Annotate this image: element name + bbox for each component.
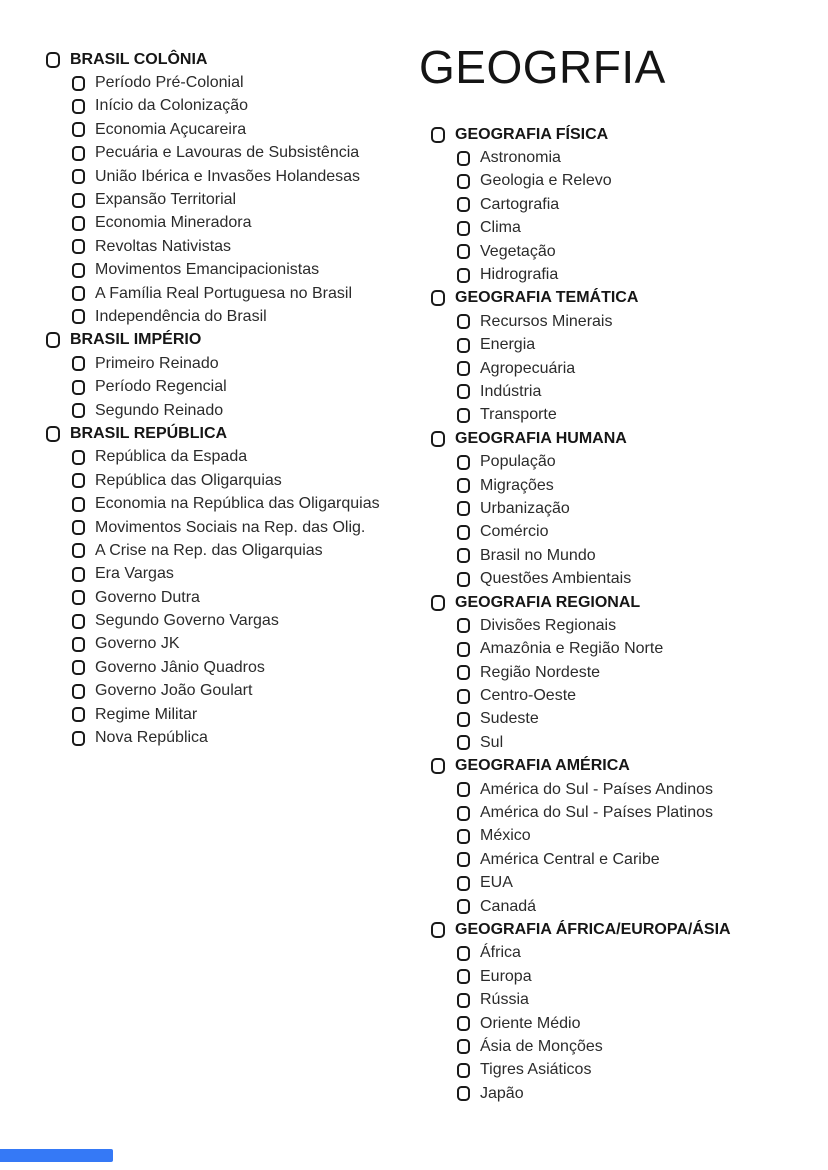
checklist-item-label: Independência do Brasil [95,307,267,325]
section-header-label: GEOGRAFIA AMÉRICA [455,757,630,775]
checklist-item-row [431,1059,823,1082]
item-checkbox-icon[interactable] [72,169,85,184]
item-checkbox-icon[interactable] [72,309,85,324]
item-checkbox-icon[interactable] [72,731,85,746]
checklist-item-label: Movimentos Sociais na Rep. das Olig. [95,518,366,536]
checklist-item-label: Geologia e Relevo [480,172,612,190]
checklist-item-row [46,375,424,398]
item-checkbox-icon[interactable] [457,314,470,329]
section-header-row [46,422,424,445]
checklist-item-label: Cartografia [480,195,560,213]
section-header-label: GEOGRAFIA FÍSICA [455,125,609,143]
checklist-item-row [431,404,823,427]
checklist-item-label: Regime Militar [95,705,198,723]
checklist-item-label: Pecuária e Lavouras de Subsistência [95,144,360,162]
checklist-item-row [431,380,823,403]
item-checkbox-icon[interactable] [72,76,85,91]
item-checkbox-icon[interactable] [457,642,470,657]
section-checkbox-icon[interactable] [431,127,445,143]
checklist-item-row [431,310,823,333]
checklist-item-label: América do Sul - Países Andinos [480,780,714,798]
item-checkbox-icon[interactable] [457,1063,470,1078]
checklist-item-label: Governo João Goulart [95,682,253,700]
checklist-item-label: Recursos Minerais [480,312,613,330]
item-checkbox-icon[interactable] [72,637,85,652]
checklist-item-label: Comércio [480,523,549,541]
section-header-row [46,48,424,71]
checklist-item-label: EUA [480,874,513,892]
checklist-item-row [431,872,823,895]
item-checkbox-icon[interactable] [72,614,85,629]
checklist-item-label: Vegetação [480,242,556,260]
item-checkbox-icon[interactable] [72,520,85,535]
checklist-item-row [431,263,823,286]
section-checkbox-icon[interactable] [431,922,445,938]
checklist-item-row [431,965,823,988]
checklist-item-label: Rússia [480,991,529,1009]
item-checkbox-icon[interactable] [457,1086,470,1101]
checklist-item-row [431,708,823,731]
geography-column [431,123,823,1105]
checklist-item-label: A Família Real Portuguesa no Brasil [95,284,353,302]
checklist-item-row [46,305,424,328]
item-checkbox-icon[interactable] [457,268,470,283]
section-checkbox-icon[interactable] [46,52,60,68]
section-checkbox-icon[interactable] [431,431,445,447]
checklist-item-row [431,334,823,357]
section-checkbox-icon[interactable] [431,290,445,306]
checklist-item-row [46,609,424,632]
item-checkbox-icon[interactable] [72,543,85,558]
item-checkbox-icon[interactable] [72,684,85,699]
checklist-item-row [431,801,823,824]
checklist-item-label: Indústria [480,382,542,400]
checklist-item-row [46,142,424,165]
item-checkbox-icon[interactable] [72,473,85,488]
checklist-item-label: Era Vargas [95,565,174,583]
item-checkbox-icon[interactable] [72,380,85,395]
item-checkbox-icon[interactable] [72,193,85,208]
section-header-row [431,591,823,614]
checklist-item-label: Japão [480,1084,524,1102]
item-checkbox-icon[interactable] [72,239,85,254]
section-checkbox-icon[interactable] [431,595,445,611]
item-checkbox-icon[interactable] [457,782,470,797]
checklist-item-row [431,731,823,754]
section-header-label: GEOGRAFIA TEMÁTICA [455,289,639,307]
item-checkbox-icon[interactable] [72,99,85,114]
checklist-item-row [431,357,823,380]
item-checkbox-icon[interactable] [457,197,470,212]
checklist-item-row [431,146,823,169]
item-checkbox-icon[interactable] [457,572,470,587]
checklist-item-row [46,703,424,726]
checklist-item-label: República das Oligarquias [95,471,282,489]
item-checkbox-icon[interactable] [457,806,470,821]
section-checkbox-icon[interactable] [46,426,60,442]
section-checkbox-icon[interactable] [46,332,60,348]
item-checkbox-icon[interactable] [457,969,470,984]
item-checkbox-icon[interactable] [457,244,470,259]
checklist-item-row [46,656,424,679]
section-header-row [431,287,823,310]
scroll-progress-bar [0,1149,113,1162]
checklist-item-row [46,563,424,586]
checklist-item-row [431,848,823,871]
checklist-item-label: Tigres Asiáticos [480,1061,592,1079]
checklist-item-label: Divisões Regionais [480,616,617,634]
item-checkbox-icon[interactable] [457,946,470,961]
checklist-item-row [431,1082,823,1105]
item-checkbox-icon[interactable] [72,122,85,137]
checklist-item-row [46,680,424,703]
checklist-item-row [46,95,424,118]
checklist-item-row [46,446,424,469]
item-checkbox-icon[interactable] [72,450,85,465]
checklist-item-row [431,988,823,1011]
checklist-item-row [46,399,424,422]
checklist-item-row [431,942,823,965]
item-checkbox-icon[interactable] [457,829,470,844]
checklist-item-label: Brasil no Mundo [480,546,596,564]
checklist-item-row [431,450,823,473]
item-checkbox-icon[interactable] [457,735,470,750]
checklist-item-row [431,895,823,918]
checklist-item-label: Sul [480,733,504,751]
checklist-item-row [431,217,823,240]
checklist-item-label: Ásia de Monções [480,1037,603,1055]
checklist-item-label: Economia na República das Oligarquias [95,495,380,513]
checklist-item-label: México [480,827,531,845]
checklist-item-label: Governo Jânio Quadros [95,658,265,676]
item-checkbox-icon[interactable] [457,455,470,470]
checklist-item-row [46,516,424,539]
item-checkbox-icon[interactable] [72,403,85,418]
section-checkbox-icon[interactable] [431,758,445,774]
checklist-item-label: Clima [480,219,521,237]
item-checkbox-icon[interactable] [457,712,470,727]
checklist-item-row [431,1012,823,1035]
checklist-item-label: Europa [480,967,532,985]
checklist-item-row [46,235,424,258]
checklist-item-label: União Ibérica e Invasões Holandesas [95,167,361,185]
checklist-item-label: Sudeste [480,710,539,728]
item-checkbox-icon[interactable] [72,286,85,301]
checklist-item-label: Migrações [480,476,554,494]
checklist-item-label: África [480,944,521,962]
item-checkbox-icon[interactable] [457,665,470,680]
checklist-item-row [46,188,424,211]
checklist-item-label: Astronomia [480,149,561,167]
item-checkbox-icon[interactable] [72,146,85,161]
checklist-item-label: Nova República [95,729,208,747]
section-header-row [46,329,424,352]
checklist-item-row [431,193,823,216]
checklist-item-label: Energia [480,336,536,354]
item-checkbox-icon[interactable] [457,338,470,353]
section-header-label: GEOGRAFIA ÁFRICA/EUROPA/ÁSIA [455,920,731,938]
checklist-item-row [431,474,823,497]
checklist-item-row [431,497,823,520]
checklist-item-row [46,352,424,375]
checklist-item-row [46,259,424,282]
section-header-label: BRASIL REPÚBLICA [70,424,228,442]
checklist-item-row [46,71,424,94]
checklist-item-row [431,567,823,590]
checklist-item-label: Urbanização [480,499,570,517]
page-title: GEOGRFIA [419,41,666,93]
checklist-item-row [431,1035,823,1058]
checklist-item-label: Início da Colonização [95,97,248,115]
item-checkbox-icon[interactable] [457,689,470,704]
checklist-item-row [46,118,424,141]
item-checkbox-icon[interactable] [457,478,470,493]
checklist-item-label: Transporte [480,406,557,424]
checklist-item-row [431,521,823,544]
item-checkbox-icon[interactable] [457,852,470,867]
item-checkbox-icon[interactable] [457,174,470,189]
checklist-item-label: Expansão Territorial [95,191,237,209]
checklist-item-row [431,240,823,263]
checklist-item-label: Governo JK [95,635,180,653]
checklist-item-row [46,586,424,609]
item-checkbox-icon[interactable] [457,993,470,1008]
item-checkbox-icon[interactable] [457,408,470,423]
checklist-item-label: Governo Dutra [95,588,200,606]
checklist-item-label: Oriente Médio [480,1014,581,1032]
checklist-item-label: Canadá [480,897,537,915]
checklist-item-row [46,539,424,562]
item-checkbox-icon[interactable] [457,548,470,563]
checklist-item-row [46,469,424,492]
checklist-item-label: Economia Mineradora [95,214,252,232]
item-checkbox-icon[interactable] [457,384,470,399]
item-checkbox-icon[interactable] [72,567,85,582]
item-checkbox-icon[interactable] [72,356,85,371]
checklist-item-label: República da Espada [95,448,248,466]
item-checkbox-icon[interactable] [72,216,85,231]
item-checkbox-icon[interactable] [457,899,470,914]
checklist-item-row [46,726,424,749]
checklist-item-row [431,170,823,193]
checklist-item-label: Agropecuária [480,359,576,377]
item-checkbox-icon[interactable] [457,876,470,891]
checklist-item-row [46,633,424,656]
section-header-label: GEOGRAFIA HUMANA [455,429,627,447]
checklist-item-label: Revoltas Nativistas [95,237,232,255]
checklist-item-label: Centro-Oeste [480,687,577,705]
section-header-label: BRASIL IMPÉRIO [70,331,202,349]
checklist-item-row [431,778,823,801]
checklist-item-label: América do Sul - Países Platinos [480,804,713,822]
history-column [46,48,424,750]
checklist-item-label: Segundo Governo Vargas [95,612,279,630]
item-checkbox-icon[interactable] [72,590,85,605]
item-checkbox-icon[interactable] [72,660,85,675]
section-header-row [431,918,823,941]
checklist-item-row [431,661,823,684]
item-checkbox-icon[interactable] [457,221,470,236]
item-checkbox-icon[interactable] [72,263,85,278]
item-checkbox-icon[interactable] [457,151,470,166]
item-checkbox-icon[interactable] [72,497,85,512]
checklist-item-label: Período Pré-Colonial [95,74,244,92]
checklist-item-label: Primeiro Reinado [95,354,219,372]
checklist-item-row [46,492,424,515]
checklist-item-label: Movimentos Emancipacionistas [95,261,320,279]
checklist-item-label: População [480,453,556,471]
checklist-item-label: Segundo Reinado [95,401,224,419]
checklist-item-label: A Crise na Rep. das Oligarquias [95,541,323,559]
checklist-item-row [431,614,823,637]
item-checkbox-icon[interactable] [457,618,470,633]
item-checkbox-icon[interactable] [72,707,85,722]
checklist-item-label: Questões Ambientais [480,570,632,588]
checklist-item-row [431,825,823,848]
section-header-row [431,755,823,778]
checklist-item-row [431,684,823,707]
checklist-item-label: Economia Açucareira [95,120,247,138]
section-header-label: GEOGRAFIA REGIONAL [455,593,641,611]
item-checkbox-icon[interactable] [457,525,470,540]
checklist-item-row [431,638,823,661]
item-checkbox-icon[interactable] [457,361,470,376]
checklist-item-row [46,212,424,235]
item-checkbox-icon[interactable] [457,1039,470,1054]
checklist-item-row [46,282,424,305]
section-header-row [431,123,823,146]
checklist-item-label: América Central e Caribe [480,850,660,868]
checklist-item-label: Período Regencial [95,378,227,396]
item-checkbox-icon[interactable] [457,1016,470,1031]
checklist-item-row [46,165,424,188]
checklist-item-label: Amazônia e Região Norte [480,640,664,658]
item-checkbox-icon[interactable] [457,501,470,516]
checklist-item-row [431,544,823,567]
section-header-label: BRASIL COLÔNIA [70,50,208,68]
checklist-item-label: Hidrografia [480,266,559,284]
section-header-row [431,427,823,450]
checklist-item-label: Região Nordeste [480,663,601,681]
